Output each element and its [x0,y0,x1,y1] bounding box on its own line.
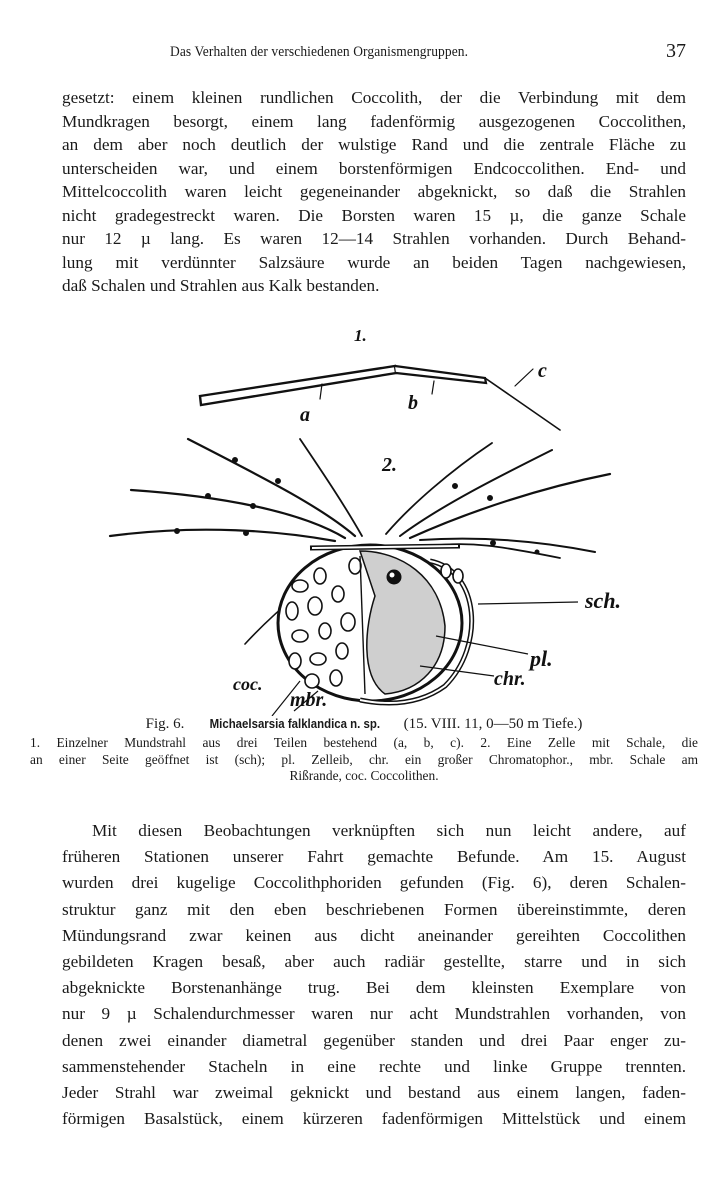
text-line: förmigen Basalstück, einem kürzeren fadenförmigen Mittelstück und einem [62,1109,686,1129]
ray-segment-b [395,366,486,383]
text-line: früheren Stationen unserer Fahrt gemachte Befunde. Am 15. August [62,847,686,867]
text-line: nur 9 µ Schalendurchmesser waren nur acht Mundstrahlen vorhanden, von [62,1004,686,1024]
text-line: Mittelcoccolith waren leicht gegeneinander abgeknickt, so daß die Strahlen [62,182,686,201]
text-line: Mit diesen Beobachtungen verknüpften sich nun leicht andere, auf [92,821,686,840]
text-line: unterscheiden war, und einem borstenförmigen Endcoccolithen. End- und [62,158,686,178]
caption-line: 1. Einzelner Mundstrahl aus drei Teilen bestehend (a, b, c). 2. Eine Zelle mit Schale, die [30,735,698,750]
text-line: Mündungsrand zwar keinen aus dicht aneinander gereihten Coccolithen [62,925,686,945]
label-a: a [300,404,310,426]
figure-part-1-label: 1. [354,326,367,345]
text-line: struktur ganz mit den eben beschriebenen Formen übereinstimmte, deren [62,899,686,919]
text-line: daß Schalen und Strahlen aus Kalk bestanden. [62,276,380,295]
text-line: gebildeten Kragen besaß, aber auch radiär gestellte, starre und in sich [62,951,686,971]
label-b: b [408,392,418,414]
text-line: lung mit verdünnter Salzsäure wurde an beiden Tagen nachgewiesen, [62,252,686,272]
paragraph-1 [62,86,686,298]
caption-line: an einer Seite geöffnet ist (sch); pl. Zelleib, chr. ein großer Chromatophor., mbr. Schale am [30,751,698,767]
running-header [0,40,728,68]
cell-body [278,545,472,703]
text-line: nur 12 µ lang. Es waren 12—14 Strahlen vorhanden. Durch Behand- [62,229,686,248]
ray-segment-c [485,378,560,430]
label-mbr: mbr. [290,689,328,711]
figure-6-illustration [0,326,728,716]
text-line: Jeder Strahl war zweimal geknickt und bestand aus einem langen, faden- [62,1082,686,1102]
figure-drawing [0,326,728,716]
text-line: denen zwei einander diametral gegenüber standen und drei Paar enger zu- [62,1030,686,1050]
caption-species: Michaelsarsia falklandica n. sp. [209,716,381,731]
text-line: Mundkragen besorgt, einem lang fadenförmig ausgezogenen Coccolithen, [62,111,686,131]
text-line: nicht gradegestreckt waren. Die Borsten waren 15 µ, die ganze Schale [62,205,686,225]
label-sch: sch. [585,588,622,613]
label-c: c [538,360,547,382]
caption-line: Rißrande, coc. Coccolithen. [289,768,439,783]
figure-part-2-label: 2. [382,454,397,476]
text-line: an dem aber noch deutlich der wulstige Rand und die zentrale Fläche zu [62,135,686,154]
page-number: 37 [666,40,686,62]
figure-caption [30,716,698,785]
nucleus [387,570,401,584]
caption-title-line [30,716,698,735]
label-chr: chr. [494,668,526,690]
text-line: abgeknickte Borstenanhänge trug. Bei dem kleinsten Exemplare von [62,978,686,998]
label-coc: coc. [233,674,263,694]
mouth-ray-drawing [200,366,560,430]
caption-fig-label: Fig. 6. [145,716,185,732]
label-pl: pl. [530,646,553,671]
running-title: Das Verhalten der verschiedenen Organismengruppen. [170,44,469,60]
text-line: gesetzt: einem kleinen rundlichen Coccolith, der die Verbindung mit dem [62,88,686,107]
ray-segment-a [200,366,396,405]
caption-station: (15. VIII. 11, 0—50 m Tiefe.) [403,716,583,732]
paragraph-2 [62,818,686,1132]
text-line: sammenstehender Stacheln in eine rechte und linke Gruppe trennten. [62,1056,686,1076]
text-line: wurden drei kugelige Coccolithphoriden gefunden (Fig. 6), deren Schalen- [62,873,686,893]
